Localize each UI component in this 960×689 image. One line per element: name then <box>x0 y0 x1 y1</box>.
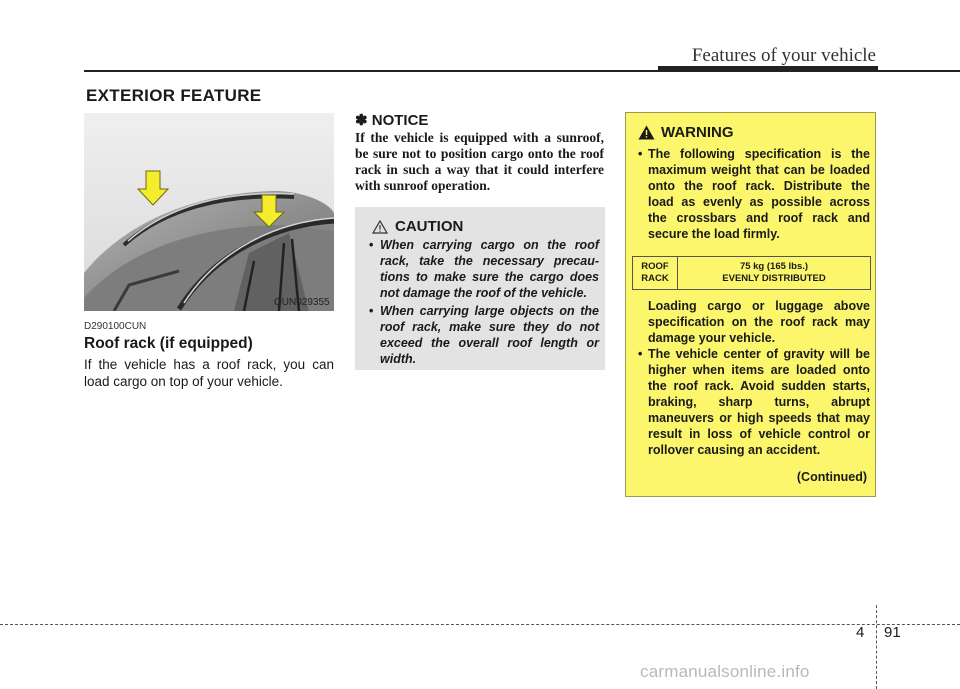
warning-item: • The following specification is the maximum weight that can be loaded onto the roof rack. Distribute the load as evenly as possible across the crossbars and roof rack and secure the load firmly. <box>634 146 870 242</box>
caution-item: • When carrying cargo on the roof rack, take the necessary precau-tions to make sure the cargo does not damage the roof of the vehicle. <box>363 237 599 301</box>
spec-label-line: RACK <box>641 273 669 284</box>
caution-header <box>372 218 463 235</box>
spec-value-line: EVENLY DISTRIBUTED <box>722 273 826 284</box>
watermark: carmanualsonline.info <box>640 662 810 681</box>
header-rule-accent <box>658 66 878 72</box>
continued-label: (Continued) <box>796 470 867 484</box>
warning-title: WARNING <box>661 124 734 141</box>
warning-item: • The vehicle center of gravity will be higher when items are loaded onto the roof rack. Avoid sudden starts, braking, sharp turns, abrupt maneuvers or high speeds that may result in loss of vehicle control or rollover causing an accident. <box>634 346 870 458</box>
roof-rack-illustration <box>84 113 334 311</box>
spec-table <box>632 256 871 290</box>
warning-item-continuation: Loading cargo or luggage above specification on the roof rack may damage your vehicle. <box>648 299 870 345</box>
spec-value-line: 75 kg (165 lbs.) <box>739 261 809 272</box>
section-code: D290100CUN <box>84 321 147 332</box>
page-number: 91 <box>884 624 901 641</box>
figure-caption: OUN029355 <box>274 297 330 308</box>
caution-title: CAUTION <box>395 218 464 235</box>
notice-text: If the vehicle is equipped with a sunroof, be sure not to position cargo onto the roof rack in such a way that it could interfere with sunroof operation. <box>355 130 604 193</box>
chapter-number: 4 <box>856 624 865 641</box>
header-title: Features of your vehicle <box>691 45 876 66</box>
caution-triangle-icon <box>372 220 388 234</box>
spec-label-line: ROOF <box>641 261 669 272</box>
caution-list <box>363 237 599 369</box>
spec-value-cell <box>678 257 870 289</box>
spec-label-cell <box>633 257 678 289</box>
footer-divider <box>876 605 877 689</box>
roof-rack-text: If the vehicle has a roof rack, you can load cargo on top of your vehicle. <box>84 357 334 389</box>
roof-rack-heading: Roof rack (if equipped) <box>84 335 253 352</box>
warning-list-bottom <box>634 298 870 458</box>
footer-rule <box>0 624 960 625</box>
warning-list-top <box>634 146 870 242</box>
section-title: EXTERIOR FEATURE <box>86 86 262 105</box>
caution-item: • When carrying large objects on the roof rack, make sure they do not exceed the overall roof length or width. <box>363 303 599 367</box>
notice-title: ✽ NOTICE <box>355 112 429 129</box>
warning-triangle-icon <box>638 125 655 140</box>
caution-box <box>355 207 605 370</box>
warning-header <box>638 124 734 141</box>
warning-box <box>625 112 876 497</box>
